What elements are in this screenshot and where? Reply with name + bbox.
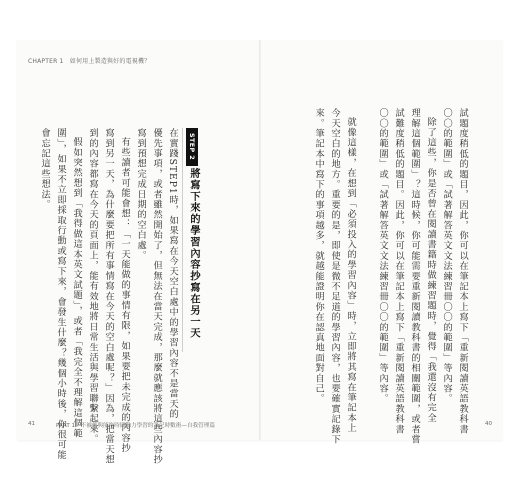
body-column: 在實踐STEP1時，如果寫在今天空白處中的學習內容不是當天的 <box>167 128 179 420</box>
body-column: 假如突然想到「我得做這本英文試題」，或者「我完全不理解這個範 <box>71 137 83 439</box>
body-column: 除了這些，你是否曾在閱讀書籍時做練習題時，覺得「我還沒有完全 <box>425 117 437 423</box>
section-title: 將寫下來的學習內容抄寫在另一天 <box>188 168 199 339</box>
body-column: 就像這樣，在想到「必須投入的學習內容」時，立即將其寫在筆記本上 <box>345 117 357 434</box>
body-column: 優先事項，或者雖然開始了，但無法在當天完成，那麼就應該將這些內容抄 <box>151 128 163 465</box>
body-column: 試題度稍低的題目，因此，你可以在筆記本上寫下「重新閱讀英語教科書 <box>457 108 469 435</box>
body-column: 試難度稍低的題目。因此，你可以在筆記本上寫下「重新閱讀英語教科書 <box>393 108 405 435</box>
footer-title: PART 1 不被強與能拖時間動力學習的筆記時數術—自我管理篇 <box>56 423 215 429</box>
page-number-right: 40 <box>485 421 493 427</box>
body-column: 寫到另一天，為什麼要把所有事情寫在今天的空白處呢？」因為，把當天想 <box>103 128 115 465</box>
body-column: 寫到預想完成日期的空白處。 <box>135 128 147 261</box>
page-gutter <box>259 40 261 440</box>
body-column: 今天空白的地方。重要的是，即使是微不足道的學習內容，也要確實記錄下 <box>329 108 341 445</box>
body-column: 到的內容都寫在今天的頁面上，能有效地將日常生活與學習聯繫起來。 <box>87 128 99 445</box>
body-column: 〇〇的範圍」或「試著解答英文文法練習冊〇〇的範圍」等內容。 <box>377 108 389 404</box>
body-column: 來。筆記本中寫下的事項越多，就越能證明你在認真地面對自己。 <box>313 108 325 404</box>
page-number-left: 41 <box>28 421 36 427</box>
step-badge: STEP 2 <box>186 128 198 166</box>
body-column: 圍」，如果不立即採取行動或寫下來，會發生什麼？幾個小時後，你很可能 <box>55 128 67 460</box>
running-head: CHAPTER 1 如何用上製造與好的電視機？ <box>28 58 151 65</box>
body-column: 理解這個範圍」？這時候，你可能需要重新閱讀教科書的相關範圍，或者嘗 <box>409 108 421 445</box>
body-column: 有些讀者可能會想：「一天能做的事情有限，如果要把未完成的內容抄 <box>119 137 131 454</box>
section-rule <box>182 128 183 352</box>
body-column: 〇〇的範圍」或「試著解答英文文法練習冊〇〇的範圍」等內容。 <box>441 108 453 404</box>
body-column: 會忘記這些想法。 <box>39 128 51 210</box>
